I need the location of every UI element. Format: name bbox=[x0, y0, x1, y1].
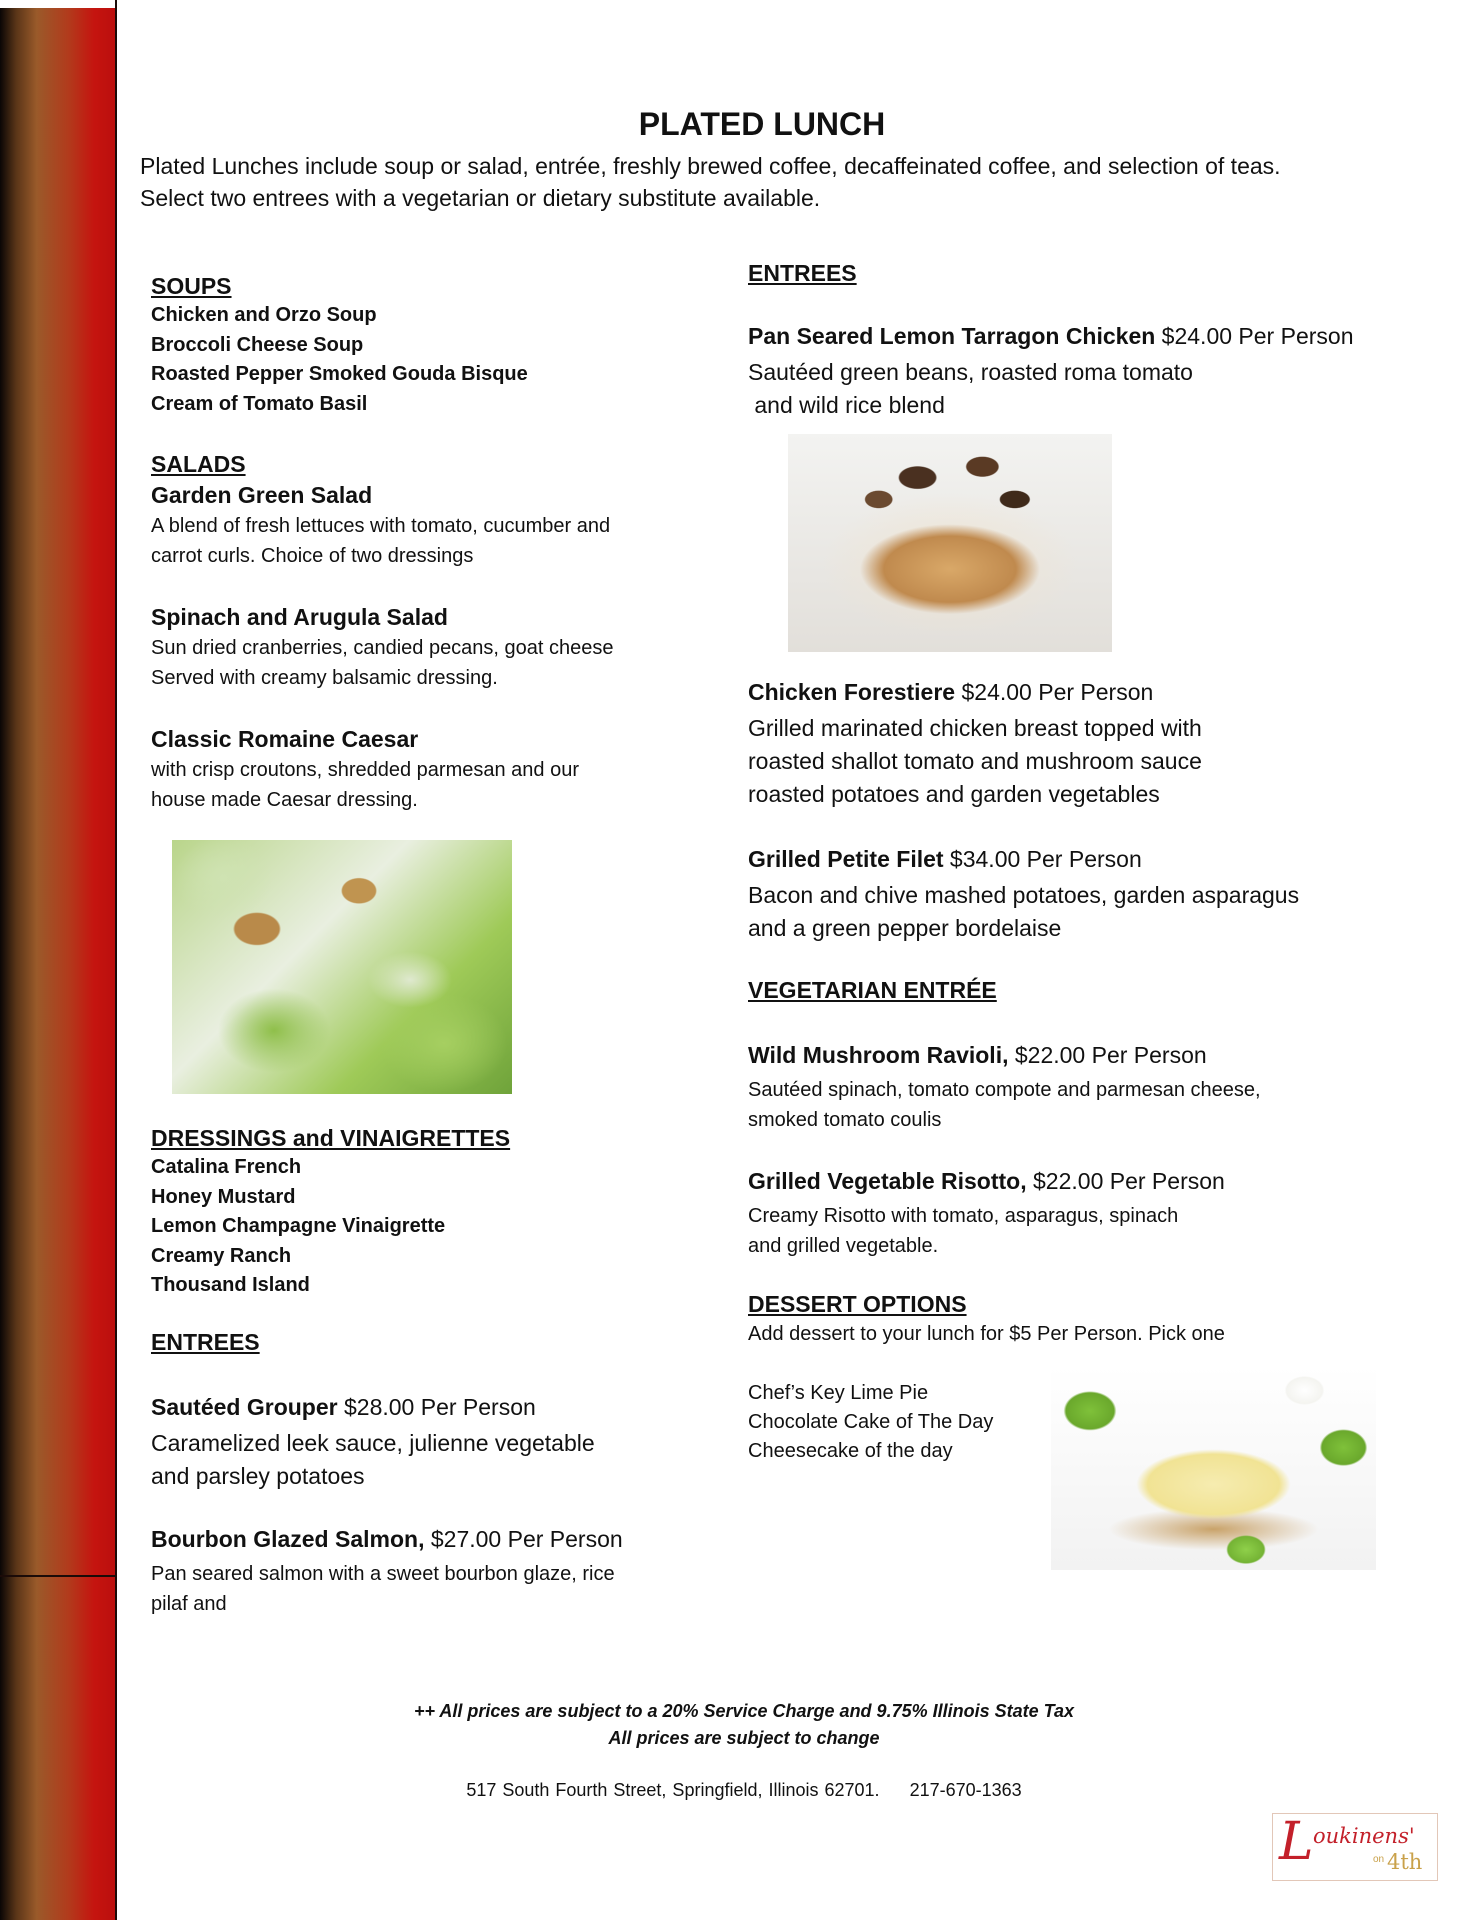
entree-title bbox=[748, 320, 1388, 356]
dressings-list bbox=[151, 1153, 691, 1301]
entree-desc: Sautéed green beans, roasted roma tomato bbox=[748, 359, 1193, 385]
entree-price: $24.00 Per Person bbox=[955, 679, 1154, 705]
entree-price: $22.00 Per Person bbox=[1008, 1042, 1207, 1068]
salad-name: Garden Green Salad bbox=[151, 482, 373, 508]
salad-desc: house made Caesar dressing. bbox=[151, 789, 418, 811]
entree-title bbox=[748, 1039, 1388, 1075]
caesar-salad-photo bbox=[172, 840, 512, 1094]
soups-list bbox=[151, 301, 691, 419]
entree-desc: Caramelized leek sauce, julienne vegetable bbox=[151, 1429, 595, 1456]
salad-desc: with crisp croutons, shredded parmesan and our bbox=[151, 759, 580, 781]
price-change-note: All prices are subject to change bbox=[608, 1728, 880, 1748]
list-item: Cream of Tomato Basil bbox=[151, 392, 368, 415]
decorative-sidebar bbox=[0, 0, 117, 1920]
entrees-heading: ENTREES bbox=[151, 1328, 260, 1355]
list-item: Catalina French bbox=[151, 1156, 302, 1178]
sidebar-notch bbox=[0, 0, 115, 8]
right-column-middle bbox=[748, 676, 1388, 1466]
left-column bbox=[151, 271, 691, 815]
page-title: PLATED LUNCH bbox=[638, 106, 886, 142]
entree-desc: and grilled vegetable. bbox=[748, 1235, 939, 1257]
entree-desc: smoked tomato coulis bbox=[748, 1109, 942, 1131]
list-item: Broccoli Cheese Soup bbox=[151, 333, 364, 356]
intro-text: Plated Lunches include soup or salad, entrée, freshly brewed coffee, decaffeinated coffee, and selection of teas. Select two entrees with a vegetarian or dietary substitute available. bbox=[140, 153, 1281, 211]
salad-desc: carrot curls. Choice of two dressings bbox=[151, 545, 474, 567]
salad-name: Classic Romaine Caesar bbox=[151, 726, 419, 752]
dessert-intro: Add dessert to your lunch for $5 Per Person. Pick one bbox=[748, 1323, 1225, 1345]
service-charge-note: ++ All prices are subject to a 20% Service Charge and 9.75% Illinois State Tax bbox=[414, 1701, 1074, 1721]
list-item: Thousand Island bbox=[151, 1274, 310, 1296]
entree-title bbox=[748, 1165, 1388, 1201]
entree-name: Pan Seared Lemon Tarragon Chicken bbox=[748, 323, 1156, 349]
entree-desc: Bacon and chive mashed potatoes, garden asparagus bbox=[748, 882, 1300, 908]
entree-title bbox=[748, 843, 1388, 879]
entree-title bbox=[748, 676, 1388, 712]
entree-desc: Creamy Risotto with tomato, asparagus, spinach bbox=[748, 1205, 1179, 1227]
logo-letter: L bbox=[1279, 1812, 1314, 1872]
entree-name: Wild Mushroom Ravioli, bbox=[748, 1042, 1009, 1068]
dessert-heading: DESSERT OPTIONS bbox=[748, 1291, 967, 1317]
entree-desc: roasted potatoes and garden vegetables bbox=[748, 781, 1160, 807]
list-item: Lemon Champagne Vinaigrette bbox=[151, 1215, 446, 1237]
entree-desc: Sautéed spinach, tomato compote and parmesan cheese, bbox=[748, 1079, 1261, 1101]
entree-desc: and parsley potatoes bbox=[151, 1462, 365, 1489]
salad-desc: A blend of fresh lettuces with tomato, cucumber and bbox=[151, 515, 611, 537]
restaurant-logo bbox=[1272, 1813, 1438, 1881]
entree-price: $22.00 Per Person bbox=[1026, 1168, 1225, 1194]
entree-desc: pilaf and bbox=[151, 1592, 227, 1615]
entree-desc: and wild rice blend bbox=[748, 392, 945, 418]
price-notice bbox=[115, 1698, 1373, 1752]
entree-price: $34.00 Per Person bbox=[943, 846, 1142, 872]
salad-name: Spinach and Arugula Salad bbox=[151, 604, 448, 630]
entree-name: Bourbon Glazed Salmon, bbox=[151, 1525, 425, 1552]
chicken-dish-photo bbox=[788, 434, 1112, 652]
entree-name: Sautéed Grouper bbox=[151, 1393, 338, 1420]
logo-on: on bbox=[1373, 1854, 1385, 1865]
entree-name: Chicken Forestiere bbox=[748, 679, 956, 705]
list-item: Chef’s Key Lime Pie bbox=[748, 1382, 929, 1404]
salad-desc: Served with creamy balsamic dressing. bbox=[151, 667, 498, 689]
entrees-heading: ENTREES bbox=[748, 260, 857, 286]
right-column bbox=[748, 258, 1388, 422]
salad-desc: Sun dried cranberries, candied pecans, goat cheese bbox=[151, 637, 614, 659]
entree-desc: Pan seared salmon with a sweet bourbon glaze, rice bbox=[151, 1562, 615, 1585]
list-item: Honey Mustard bbox=[151, 1185, 296, 1208]
entree-name: Grilled Petite Filet bbox=[748, 846, 944, 872]
key-lime-pie-photo bbox=[1051, 1366, 1376, 1570]
soups-heading: SOUPS bbox=[151, 273, 232, 299]
address-line: 517 South Fourth Street, Springfield, Illinois 62701. 217-670-1363 bbox=[466, 1780, 1022, 1800]
list-item: Chocolate Cake of The Day bbox=[748, 1411, 994, 1433]
list-item: Roasted Pepper Smoked Gouda Bisque bbox=[151, 363, 528, 385]
entree-title bbox=[151, 1391, 691, 1427]
entree-desc: and a green pepper bordelaise bbox=[748, 915, 1062, 941]
entree-desc: Grilled marinated chicken breast topped with bbox=[748, 715, 1202, 741]
logo-word: oukinens' bbox=[1313, 1824, 1415, 1848]
entree-name: Grilled Vegetable Risotto, bbox=[748, 1168, 1027, 1194]
entree-desc: roasted shallot tomato and mushroom sauce bbox=[748, 748, 1202, 774]
dressings-heading: DRESSINGS and VINAIGRETTES bbox=[151, 1125, 511, 1151]
entree-title bbox=[151, 1523, 691, 1559]
list-item: Creamy Ranch bbox=[151, 1244, 292, 1267]
sidebar-seam bbox=[0, 1575, 115, 1577]
list-item: Cheesecake of the day bbox=[748, 1440, 953, 1462]
vegetarian-heading: VEGETARIAN ENTRÉE bbox=[748, 977, 997, 1003]
left-column-lower bbox=[151, 1123, 691, 1619]
entree-price: $24.00 Per Person bbox=[1155, 323, 1354, 349]
list-item: Chicken and Orzo Soup bbox=[151, 304, 377, 326]
entree-price: $28.00 Per Person bbox=[337, 1393, 536, 1420]
salads-heading: SALADS bbox=[151, 451, 246, 477]
entree-price: $27.00 Per Person bbox=[424, 1525, 623, 1552]
logo-fourth: 4th bbox=[1387, 1850, 1423, 1874]
